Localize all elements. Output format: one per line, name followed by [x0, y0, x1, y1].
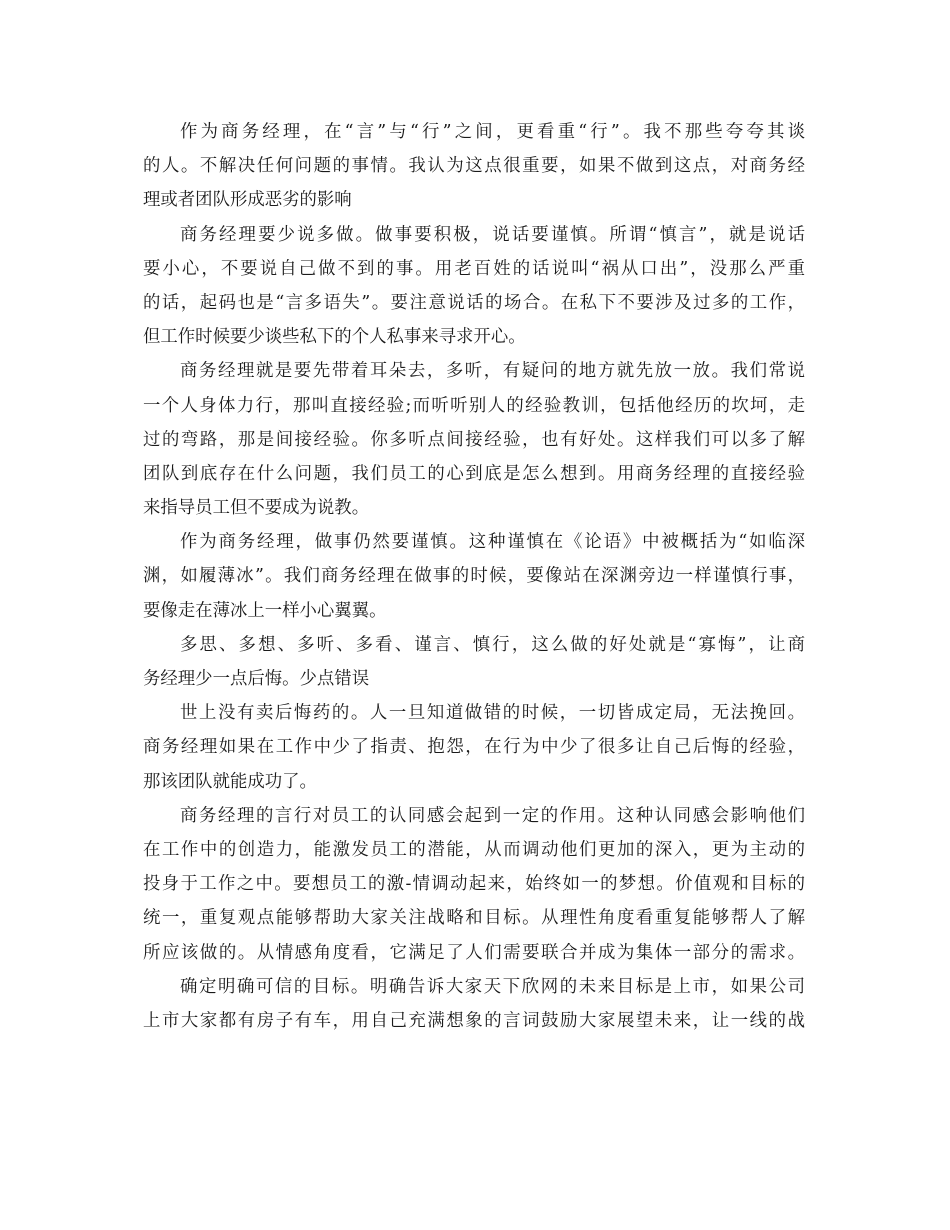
- text-line: 商务经理就是要先带着耳朵去，多听，有疑问的地方就先放一放。我们常说: [180, 361, 805, 382]
- text-line: 世上没有卖后悔药的。人一旦知道做错的时候，一切皆成定局，无法挽回。: [180, 703, 805, 724]
- paragraph: [143, 115, 805, 218]
- text-line: 一个人身体力行，那叫直接经验;而听听别人的经验教训，包括他经历的坎坷，走: [143, 395, 805, 416]
- text-line: 作为商务经理，在“言”与“行”之间，更看重“行”。我不那些夸夸其谈: [180, 122, 805, 142]
- paragraph: [143, 525, 805, 628]
- text-line: 商务经理要少说多做。做事要积极，说话要谨慎。所谓“慎言”，就是说话: [180, 224, 805, 245]
- text-line: 渊，如履薄冰”。我们商务经理在做事的时候，要像站在深渊旁边一样谨慎行事，: [143, 566, 805, 587]
- text-line: 要小心，不要说自己做不到的事。用老百姓的话说叫“祸从口出”，没那么严重: [143, 258, 805, 279]
- text-line: 上市大家都有房子有车，用自己充满想象的言词鼓励大家展望未来，让一线的战: [143, 1010, 805, 1031]
- text-line: 商务经理如果在工作中少了指责、抱怨，在行为中少了很多让自己后悔的经验，: [143, 737, 805, 758]
- text-line: 作为商务经理，做事仍然要谨慎。这种谨慎在《论语》中被概括为“如临深: [180, 532, 805, 553]
- text-line: 确定明确可信的目标。明确告诉大家天下欣网的未来目标是上市，如果公司: [180, 976, 805, 997]
- paragraph: [143, 970, 805, 1038]
- paragraph: [143, 218, 805, 355]
- document-body: [143, 115, 805, 1038]
- text-line: 投身于工作之中。要想员工的激-情调动起来，始终如一的梦想。价值观和目标的: [143, 874, 805, 895]
- text-line: 所应该做的。从情感角度看，它满足了人们需要联合并成为集体一部分的需求。: [143, 942, 805, 963]
- text-line: 多思、多想、多听、多看、谨言、慎行，这么做的好处就是“寡悔”，让商: [180, 634, 805, 655]
- text-line: 那该团队就能成功了。: [143, 771, 317, 792]
- paragraph: [143, 628, 805, 696]
- text-line: 的人。不解决任何问题的事情。我认为这点很重要，如果不做到这点，对商务经: [143, 156, 805, 177]
- text-line: 理或者团队形成恶劣的影响: [143, 190, 352, 211]
- text-line: 但工作时候要少谈些私下的个人私事来寻求开心。: [143, 327, 526, 348]
- text-line: 在工作中的创造力，能激发员工的潜能，从而调动他们更加的深入，更为主动的: [143, 839, 805, 860]
- text-line: 统一，重复观点能够帮助大家关注战略和目标。从理性角度看重复能够帮人了解: [143, 908, 805, 929]
- paragraph: [143, 354, 805, 525]
- text-line: 的话，起码也是“言多语失”。要注意说话的场合。在私下不要涉及过多的工作，: [143, 292, 805, 313]
- text-line: 来指导员工但不要成为说教。: [143, 498, 370, 519]
- paragraph: [143, 696, 805, 799]
- text-line: 团队到底存在什么问题，我们员工的心到底是怎么想到。用商务经理的直接经验: [143, 463, 805, 484]
- paragraph: [143, 799, 805, 970]
- text-line: 务经理少一点后悔。少点错误: [143, 669, 370, 689]
- text-line: 要像走在薄冰上一样小心翼翼。: [143, 600, 387, 621]
- text-line: 过的弯路，那是间接经验。你多听点间接经验，也有好处。这样我们可以多了解: [143, 429, 805, 450]
- text-line: 商务经理的言行对员工的认同感会起到一定的作用。这种认同感会影响他们: [180, 805, 805, 826]
